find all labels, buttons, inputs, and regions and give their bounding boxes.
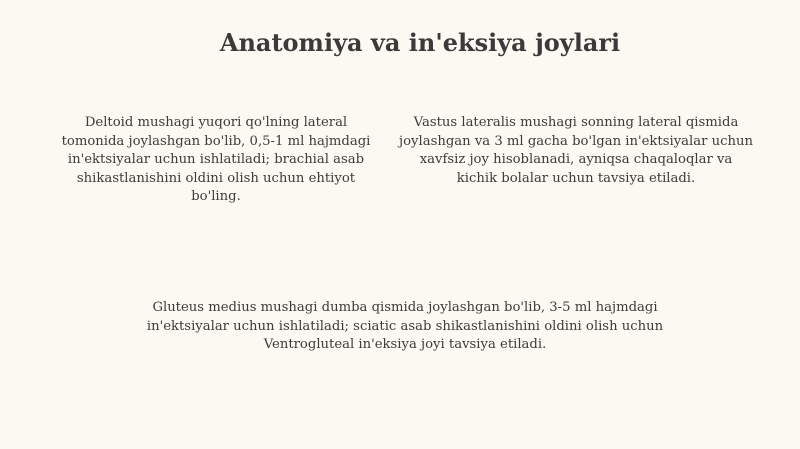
paragraph-vastus-lateralis: Vastus lateralis mushagi sonning lateral qismida joylashgan va 3 ml gacha bo'lgan in'ektsiyalar uchun xavfsiz joy hisoblanadi, ayniqsa chaqaloqlar va kichik bolalar uchun tavsiya etiladi.	[399, 115, 753, 186]
paragraph-deltoid: Deltoid mushagi yuqori qo'lning lateral tomonida joylashgan bo'lib, 0,5-1 ml hajmdagi in'ektsiyalar uchun ishlatiladi; brachial asab shikastlanishini oldini olish uchun ehtiyot bo'ling.	[61, 115, 371, 204]
slide-title: Anatomiya va in'eksiya joylari	[219, 28, 621, 57]
paragraph-gluteus-medius: Gluteus medius mushagi dumba qismida joylashgan bo'lib, 3-5 ml hajmdagi in'ektsiyalar uchun ishlatiladi; sciatic asab shikastlanishini oldini olish uchun Ventrogluteal in'eksiya joyi tavsiya etiladi.	[146, 300, 664, 352]
